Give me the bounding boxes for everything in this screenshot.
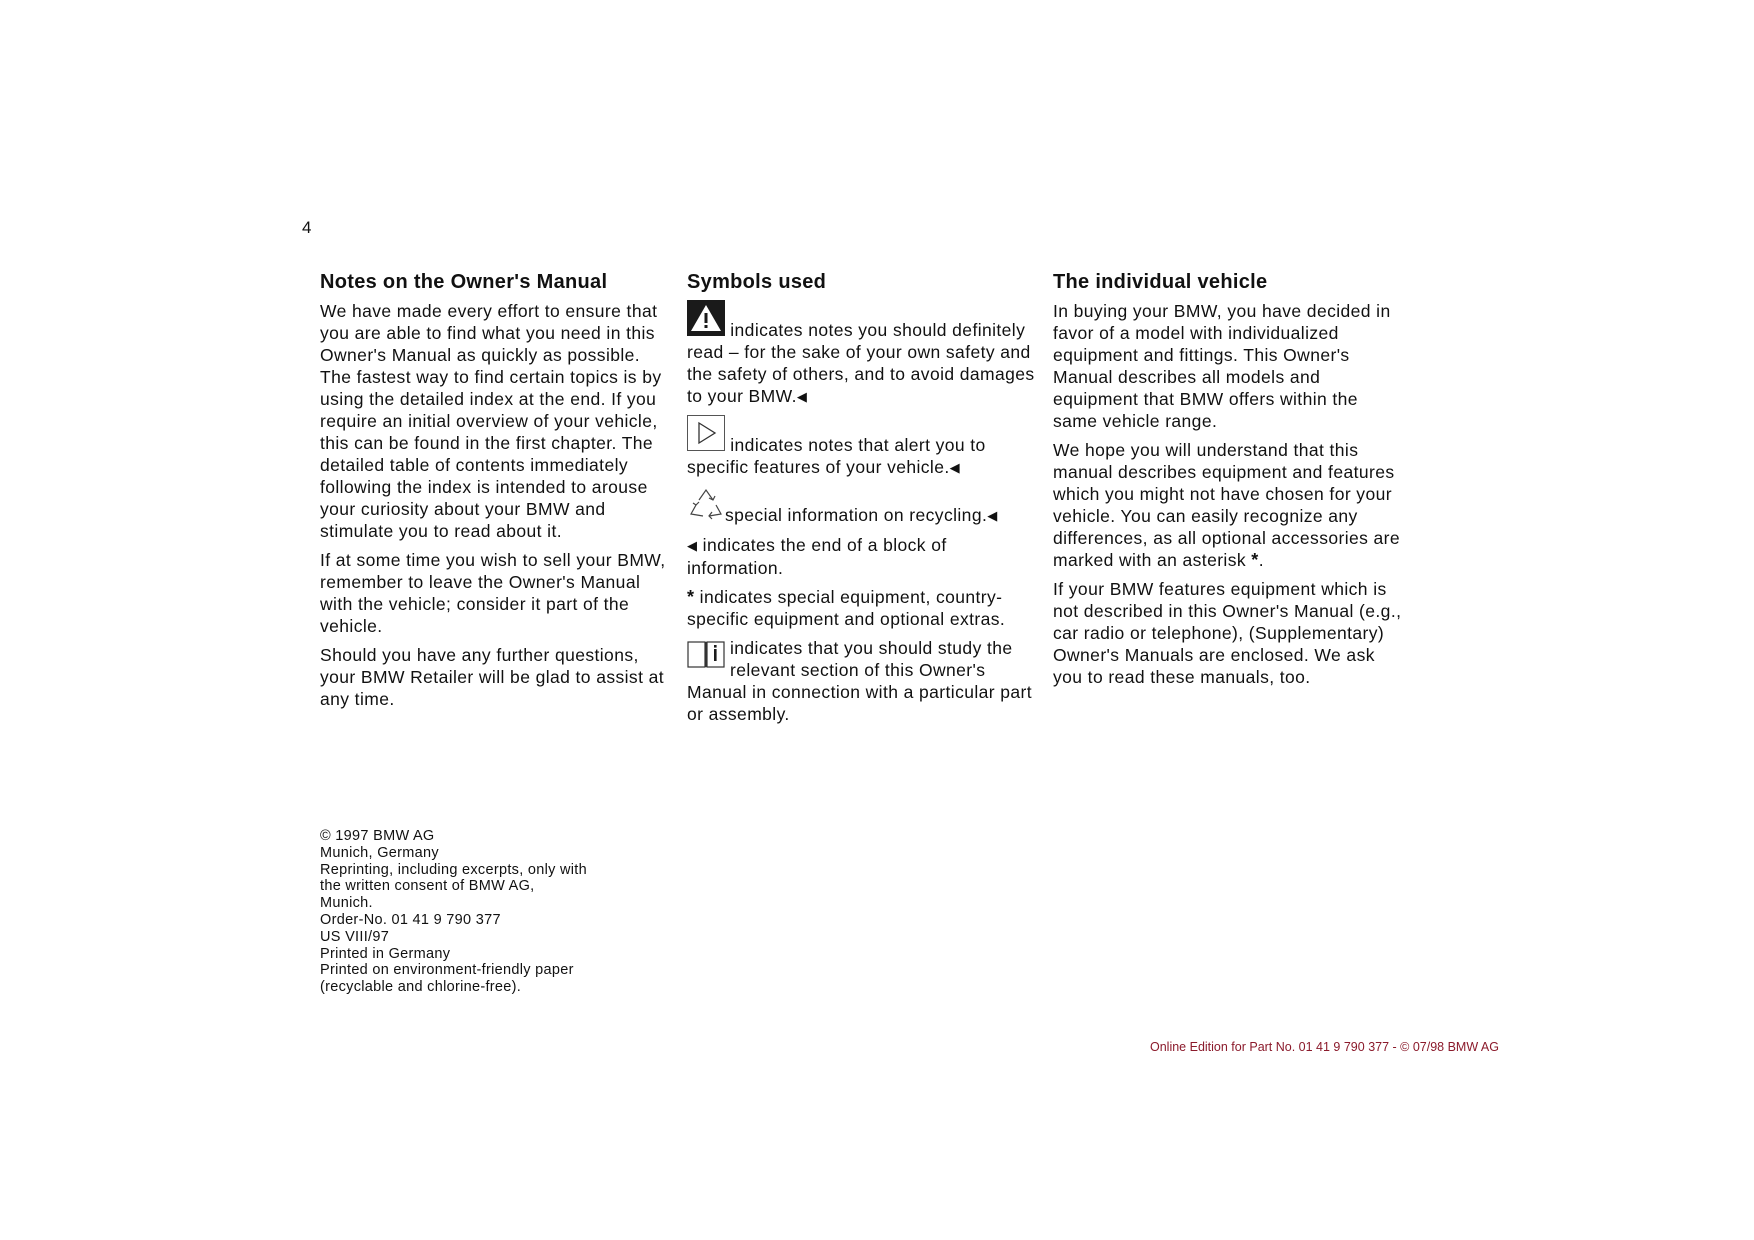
imprint-line: Order-No. 01 41 9 790 377 [320,911,501,928]
notes-paragraph-3: Should you have any further questions, your BMW Retailer will be glad to assist at any time. [320,645,664,709]
notes-paragraph-1: We have made every effort to ensure that you are able to find what you need in this Owner's Manual as quickly as possible. The fastest way to find certain topics is by using the detailed index at the end. If you require an initial overview of your vehicle, this can be found in the first chapter. The detailed table of contents immediately following the index is intended to arouse your curiosity about your BMW and stimulate you to read about it. [320,301,662,541]
vehicle-section [1053,270,1405,695]
vehicle-paragraph-3: If your BMW features equipment which is not described in this Owner's Manual (e.g., car radio or telephone), (Supplementary) Owner's Manuals are enclosed. We ask you to read these manuals, too. [1053,579,1402,687]
imprint-line: Munich, Germany [320,844,439,861]
end-block-symbol-text: indicates the end of a block of information. [687,535,947,578]
imprint-block [320,828,587,996]
warning-symbol-row [687,300,1037,408]
page-number: 4 [302,218,312,237]
imprint-line: Printed in Germany [320,945,451,962]
end-of-block-icon: ◀ [987,508,998,523]
imprint-line: Printed on environment-friendly paper [320,962,574,979]
info-book-icon [687,639,725,669]
imprint-line: (recyclable and chlorine-free). [320,979,522,996]
recycling-symbol-text: special information on recycling. [725,505,988,525]
vehicle-paragraph-2-end: . [1258,550,1264,570]
note-symbol-row [687,415,1037,479]
recycling-icon [687,486,725,527]
end-of-block-icon: ◀ [687,538,698,553]
imprint-line: Munich. [320,895,373,912]
imprint-line: US VIII/97 [320,928,390,945]
note-symbol-text: indicates notes that alert you to specific features of your vehicle. [687,435,986,477]
notes-paragraph-2: If at some time you wish to sell your BMW, remember to leave the Owner's Manual with the vehicle; consider it part of the vehicle. [320,550,666,636]
asterisk-icon: * [687,587,695,607]
play-arrow-icon [687,415,725,456]
vehicle-paragraph-2-text: We hope you will understand that this manual describes equipment and features which you might not have chosen for your vehicle. You can easily recognize any differences, as all optional accessories are marked with an asterisk [1053,440,1401,570]
online-edition-footer: Online Edition for Part No. 01 41 9 790 377 - © 07/98 BMW AG [1150,1040,1499,1054]
study-symbol-text: indicates that you should study the relevant section of this Owner's Manual in connection with a particular part or assembly. [687,638,1033,724]
end-of-block-icon: ◀ [796,389,808,404]
warning-symbol-text: indicates notes you should definitely read – for the sake of your own safety and the safety of others, and to avoid damages to your BMW. [687,320,1035,406]
asterisk-symbol-row [687,586,1037,630]
study-symbol-row [687,637,1037,725]
imprint-line: © 1997 BMW AG [320,828,435,844]
vehicle-paragraph-2 [1053,439,1405,571]
symbols-heading: Symbols used [687,271,827,293]
end-of-block-icon: ◀ [949,460,961,475]
symbols-section [687,270,1037,732]
vehicle-heading: The individual vehicle [1053,271,1268,293]
notes-section [320,270,672,717]
notes-heading: Notes on the Owner's Manual [320,271,608,293]
warning-triangle-icon [687,300,725,341]
vehicle-paragraph-1: In buying your BMW, you have decided in favor of a model with individualized equipment and fittings. This Owner's Manual describes all models and equipment that BMW offers within the same vehicle range. [1053,301,1391,431]
asterisk-symbol-text: indicates special equipment, country-specific equipment and optional extras. [687,587,1006,629]
recycling-symbol-row [687,486,1037,527]
imprint-line: the written consent of BMW AG, [320,878,535,895]
end-block-symbol-row [687,534,1037,579]
asterisk-icon: * [1251,550,1259,570]
imprint-line: Reprinting, including excerpts, only with [320,861,587,878]
